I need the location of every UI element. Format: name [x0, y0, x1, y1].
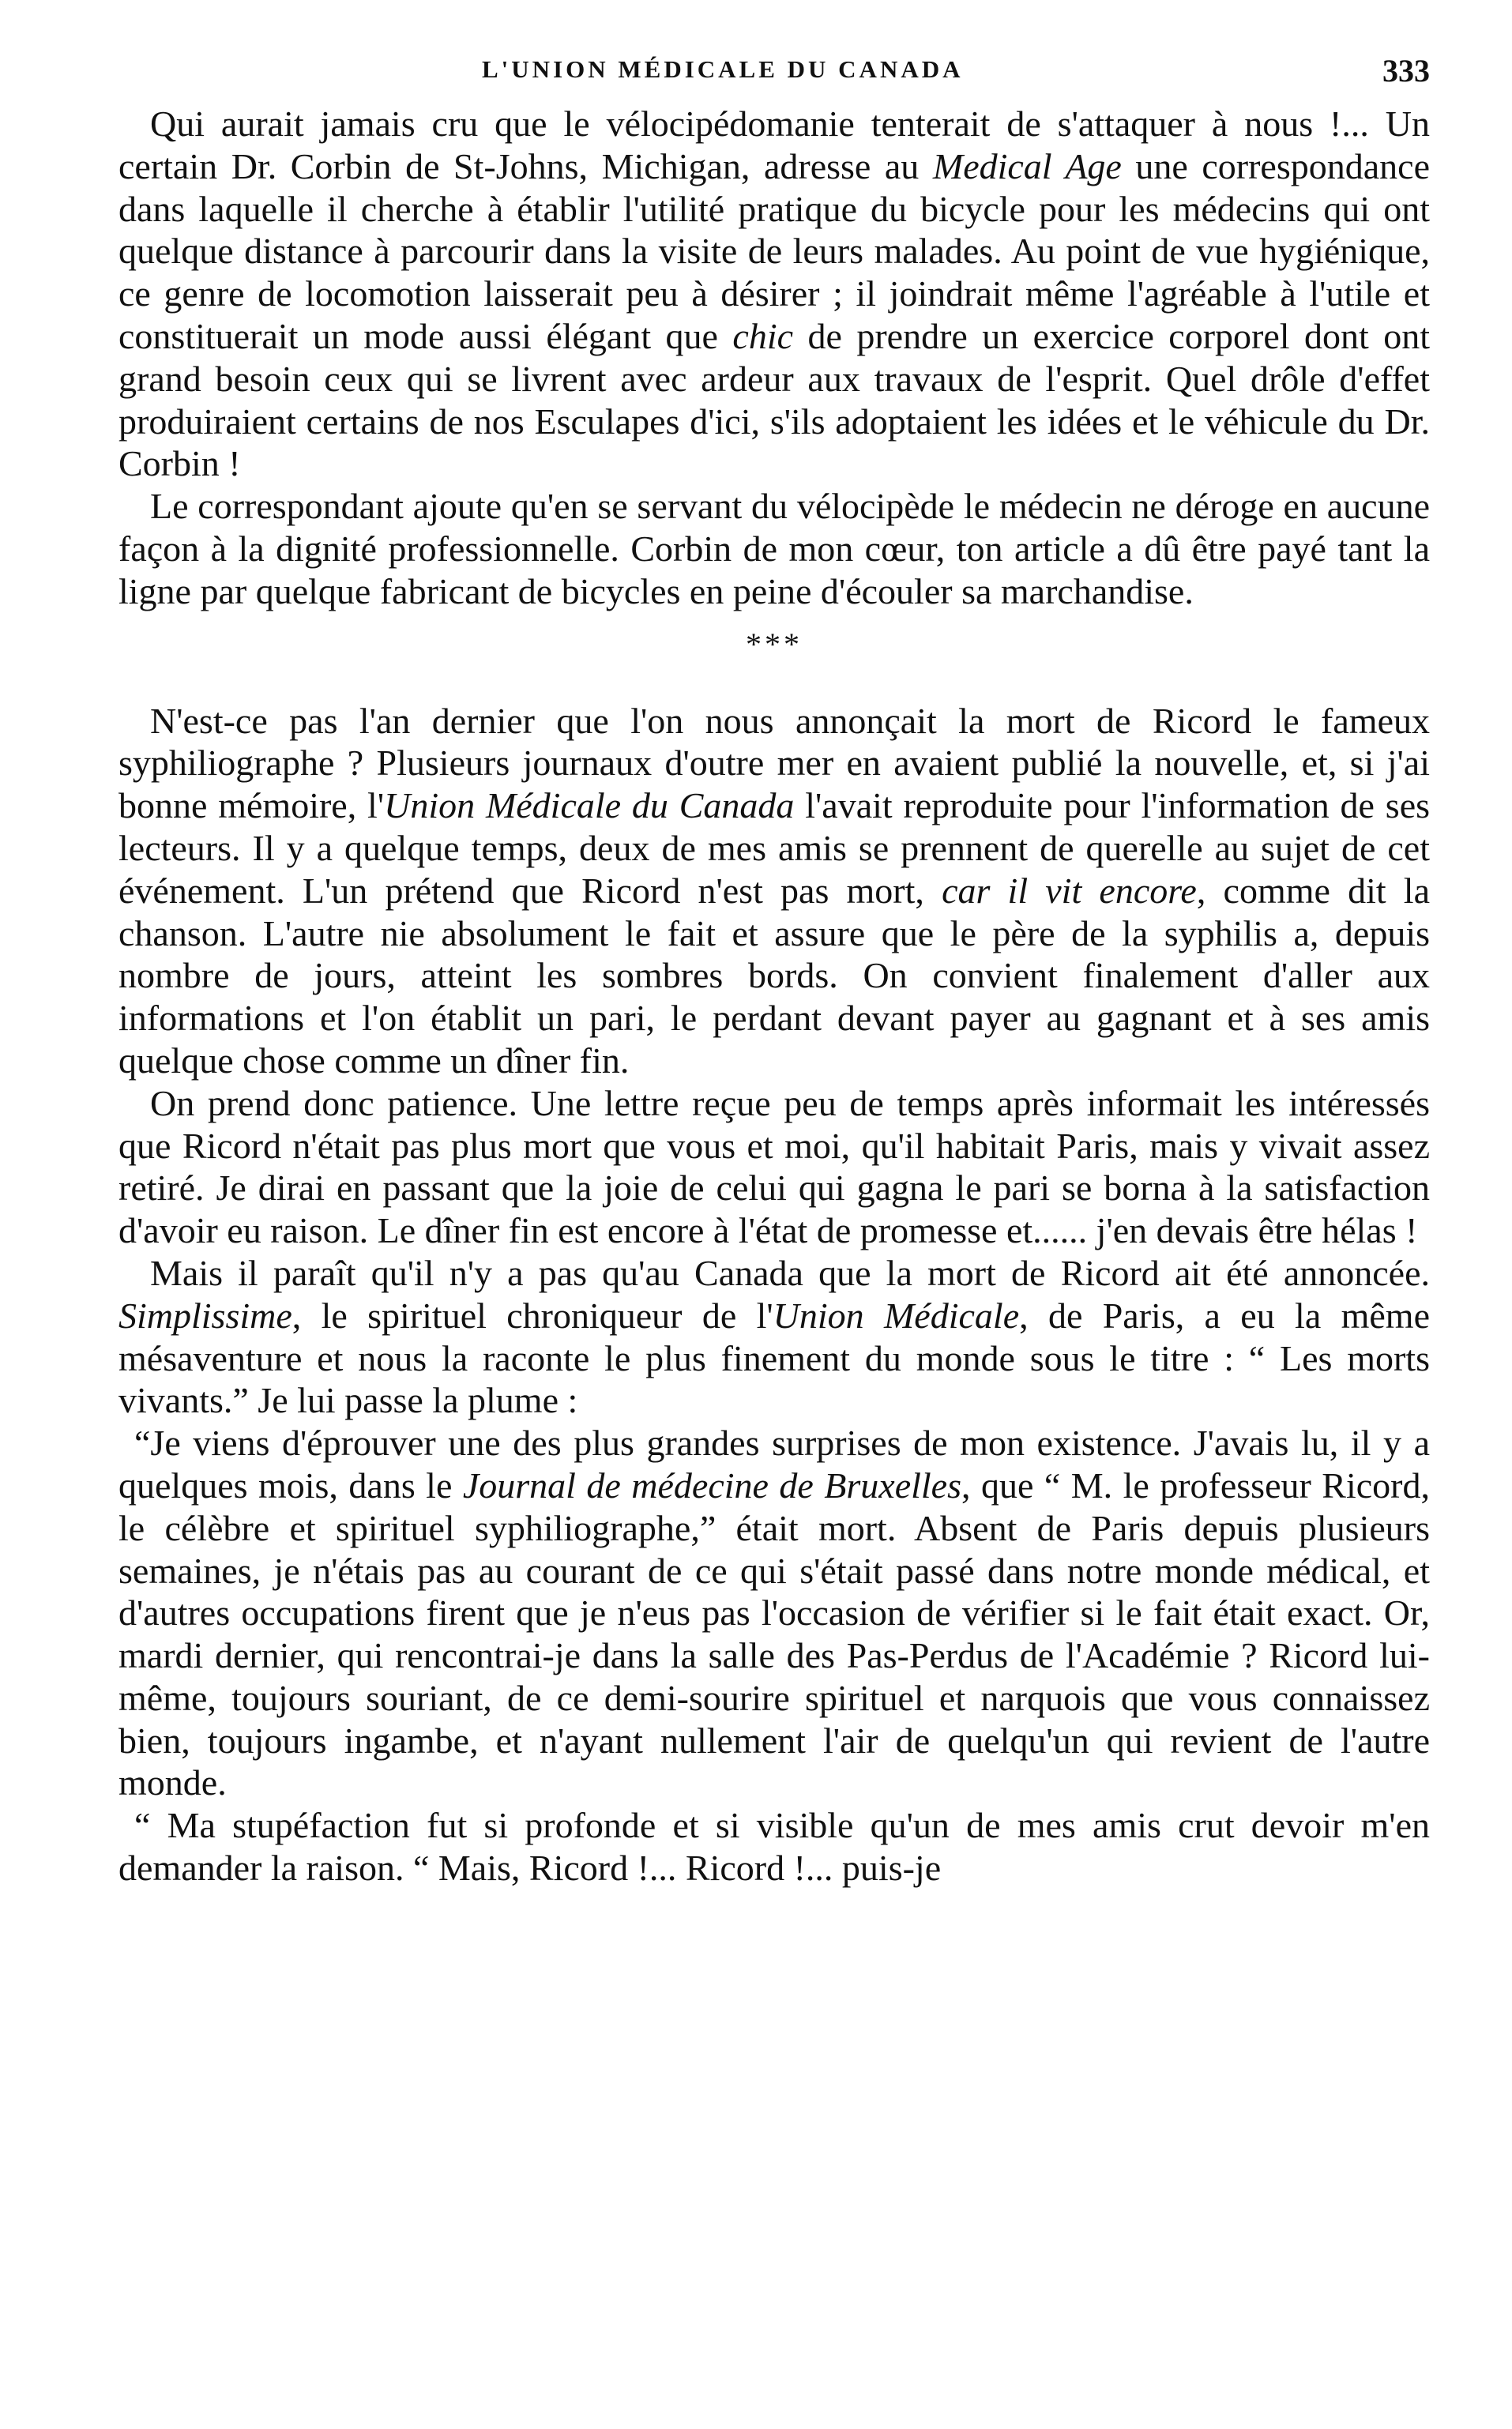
- paragraph-correspondant: Le correspondant ajoute qu'en se servant du vélocipède le médecin ne déroge en aucune façon à la dignité professionnelle. Corbin de mon cœur, ton article a dû être payé tant la ligne par quelque fabricant de bicycles en peine d'écouler sa marchandise.: [118, 486, 1430, 611]
- section-separator: ***: [746, 626, 803, 662]
- journal-name-union-medicale: Union Médicale: [773, 1295, 1020, 1336]
- document-page: [118, 47, 1430, 1889]
- page-number: 333: [1382, 53, 1430, 88]
- running-header: [118, 47, 1430, 103]
- paragraph-simplissime: Mais il paraît qu'il n'y a pas qu'au Canada que la mort de Ricord ait été annoncée. Simplissime, le spirituel chroniqueur de l'Union Médicale, de Paris, a eu la même mésaventure et nous la raconte le plus finement du monde sous le titre : “ Les morts vivants.” Je lui passe la plume :: [118, 1252, 1430, 1421]
- paragraph-ricord-mort: N'est-ce pas l'an dernier que l'on nous annonçait la mort de Ricord le fameux syphiliographe ? Plusieurs journaux d'outre mer en avaient publié la nouvelle, et, si j'ai bonne mémoire, l'Union Médicale du Canada l'avait reproduite pour l'information de ses lecteurs. Il y a quelque temps, deux de mes amis se prennent de querelle au sujet de cet événement. L'un prétend que Ricord n'est pas mort, car il vit encore, comme dit la chanson. L'autre nie absolument le fait et assure que le père de la syphilis a, depuis nombre de jours, atteint les sombres bords. On convient finalement d'aller aux informations et l'on établit un pari, le perdant devant payer au gagnant et à ses amis quelque chose comme un dîner fin.: [118, 700, 1431, 1081]
- word-chic: chic: [732, 315, 794, 356]
- paragraph-patience: On prend donc patience. Une lettre reçue peu de temps après informait les intéressés que Ricord n'était pas plus mort que vous et moi, qu'il habitait Paris, mais y vivait assez retiré. Je dirai en passant que la joie de celui qui gagna le pari se borna à la satisfaction d'avoir eu raison. Le dîner fin est encore à l'état de promesse et...... j'en devais être hélas !: [118, 1082, 1430, 1251]
- author-simplissime: Simplissime: [118, 1295, 292, 1336]
- journal-name-union-medicale-canada: Union Médicale du Canada: [384, 785, 795, 826]
- journal-name-bruxelles: Journal de médecine de Bruxelles: [462, 1465, 961, 1506]
- paragraph-quote-surprise: “Je viens d'éprouver une des plus grandes surprises de mon existence. J'avais lu, il y a quelques mois, dans le Journal de médecine de Bruxelles, que “ M. le professeur Ricord, le célèbre et spirituel syphiliographe,” était mort. Absent de Paris depuis plusieurs semaines, je n'étais pas au courant de ce qui s'était passé dans notre monde médical, et d'autres occupations firent que je n'eus pas l'occasion de vérifier si le fait était exact. Or, mardi dernier, qui rencontrai-je dans la salle des Pas-Perdus de l'Académie ? Ricord lui-même, toujours souriant, de ce demi-sourire spirituel et narquois que vous connaissez bien, toujours ingambe, et n'ayant nullement l'air de quelqu'un qui revient de l'autre monde.: [118, 1423, 1430, 1803]
- paragraph-velocipede: Qui aurait jamais cru que le vélocipédomanie tenterait de s'attaquer à nous !... Un certain Dr. Corbin de St-Johns, Michigan, adresse au Medical Age une correspondance dans laquelle il cherche à établir l'utilité pratique du bicycle pour les médecins qui ont quelque distance à parcourir dans la visite de leurs malades. Au point de vue hygiénique, ce genre de locomotion laisserait peu à désirer ; il joindrait même l'agréable à l'utile et constituerait un mode aussi élégant que chic de prendre un exercice corporel dont ont grand besoin ceux qui se livrent avec ardeur aux travaux de l'esprit. Quel drôle d'effet produiraient certains de nos Esculapes d'ici, s'ils adoptaient les idées et le véhicule du Dr. Corbin !: [118, 103, 1431, 484]
- journal-name-medical-age: Medical Age: [932, 145, 1122, 186]
- journal-title: L'UNION MÉDICALE DU CANADA: [482, 55, 964, 83]
- paragraph-quote-stupefaction: “ Ma stupéfaction fut si profonde et si visible qu'un de mes amis crut devoir m'en demander la raison. “ Mais, Ricord !... Ricord !... puis-je: [118, 1805, 1430, 1889]
- phrase-car-il-vit-encore: car il vit encore: [942, 870, 1197, 911]
